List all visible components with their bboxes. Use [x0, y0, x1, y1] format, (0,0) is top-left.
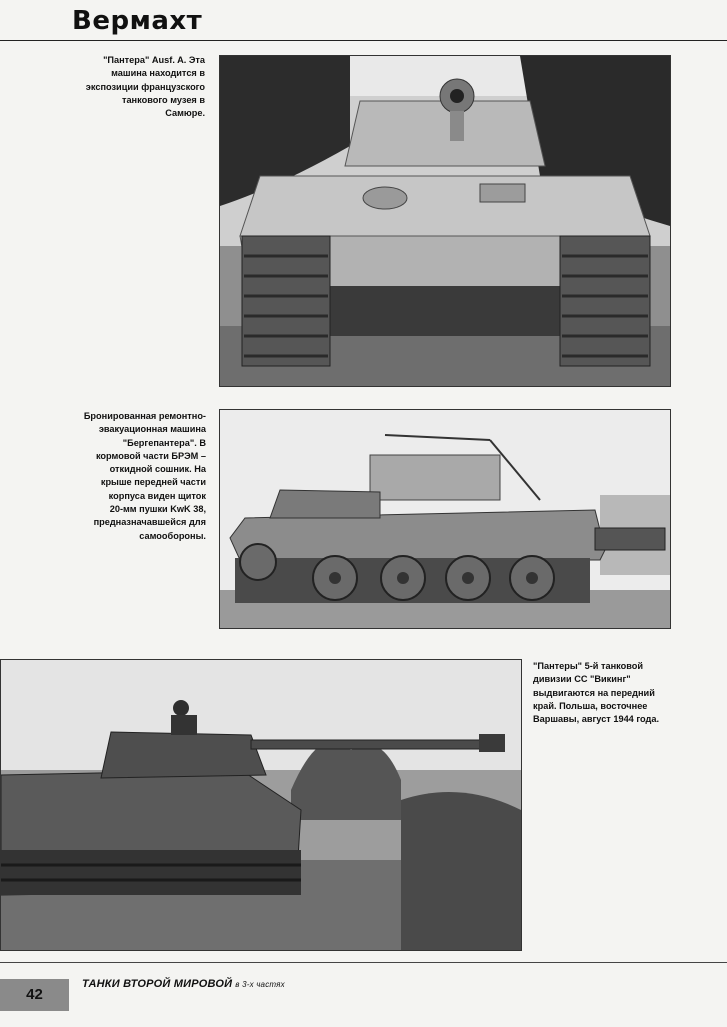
footer-rule [0, 962, 727, 963]
header-rule [0, 40, 727, 41]
caption-bergepanther: Бронированная ремонтно- эвакуационная машина "Бергепантера". В кормовой части БРЭМ – откидной сошник. На крыше передней части корпуса виден щиток 20-мм пушки KwK 38, предназначавшейся для самообороны. [83, 411, 206, 541]
photo-panther-front [219, 55, 671, 387]
caption-panther-museum: "Пантера" Ausf. A. Эта машина находится в экспозиции французского танкового музея в Самюре. [85, 55, 205, 119]
series-title [82, 978, 285, 990]
photo-bergepanther-side [219, 409, 671, 629]
series-name: ТАНКИ ВТОРОЙ МИРОВОЙ [82, 978, 233, 990]
section-title: Вермахт [72, 6, 203, 36]
series-parts: в 3-х частях [235, 980, 285, 989]
page-number: 42 [0, 979, 69, 1011]
caption-panthers-wiking: "Пантеры" 5-й танковой дивизии СС "Викинг" выдвигаются на передний край. Польша, восточнее Варшавы, август 1944 года. [533, 661, 660, 725]
photo-panthers-wiking [0, 659, 522, 951]
